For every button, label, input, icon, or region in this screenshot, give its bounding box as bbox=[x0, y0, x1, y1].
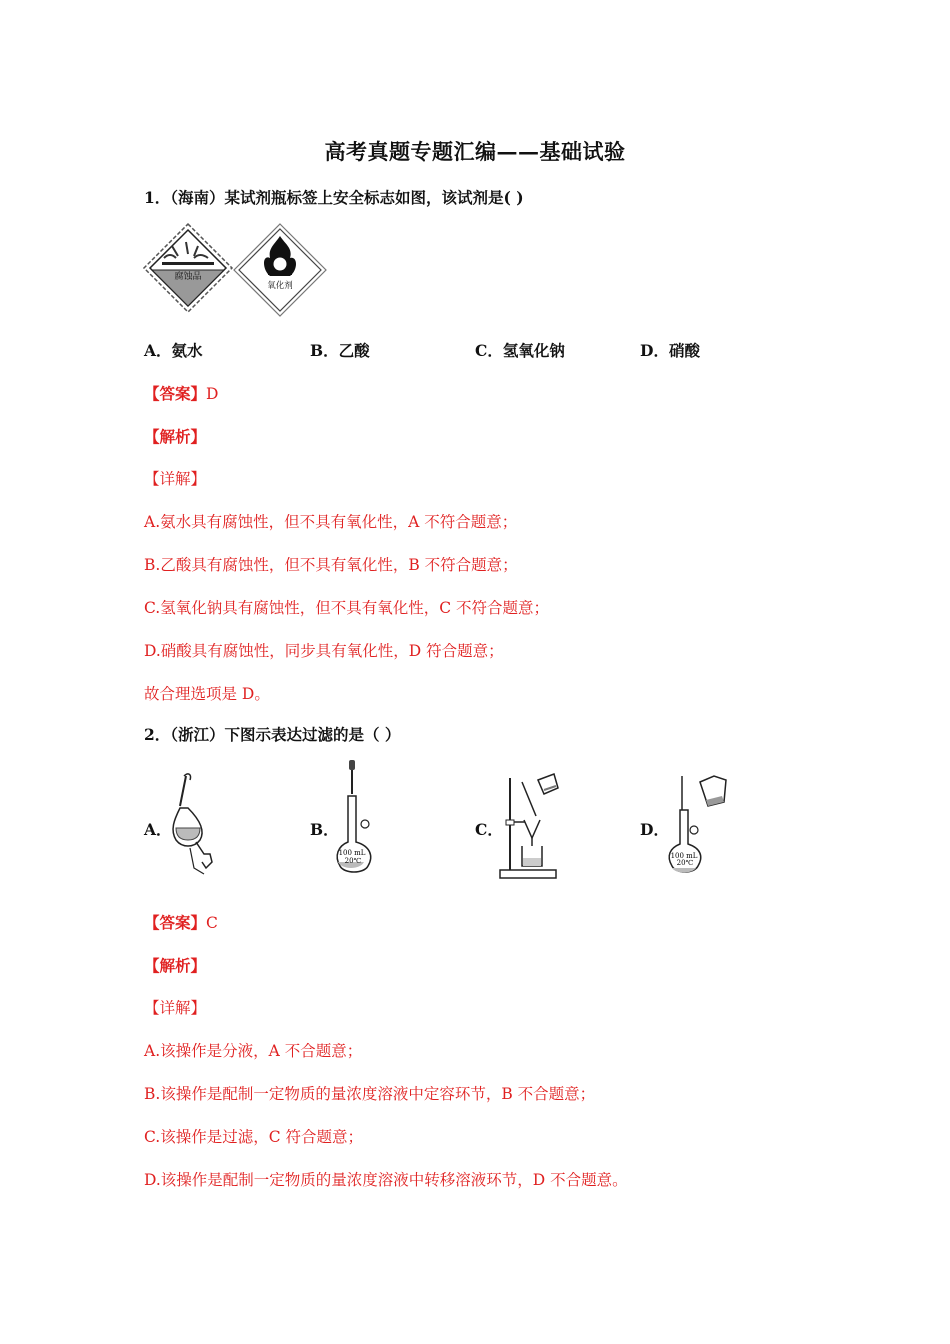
question-1-stem: 1．（海南）某试剂瓶标签上安全标志如图，该试剂是( ) bbox=[144, 188, 524, 207]
flask-temp-label: 20℃ bbox=[676, 859, 694, 867]
oxidizer-sign-label: 氧化剂 bbox=[267, 281, 293, 291]
detail-tag: 【详解】 bbox=[144, 470, 207, 488]
filtration-setup-illustration bbox=[498, 772, 562, 880]
flask-volume-label: 100 mL bbox=[338, 849, 366, 857]
analysis-tag: 【解析】 bbox=[144, 956, 207, 975]
flask-temp-label: 20℃ bbox=[344, 857, 362, 865]
corrosive-sign-icon bbox=[142, 222, 234, 314]
explanation-line: A.该操作是分液，A 不合题意； bbox=[144, 1042, 363, 1060]
option-b: B．乙酸 bbox=[310, 341, 370, 360]
answer-tag: 【答案】 bbox=[144, 913, 207, 932]
answer-line-2 bbox=[144, 911, 218, 933]
separatory-funnel-illustration bbox=[166, 770, 220, 878]
explanation-line: C.氢氧化钠具有腐蚀性，但不具有氧化性，C 不符合题意； bbox=[144, 599, 550, 617]
oxidizer-sign-icon bbox=[232, 222, 328, 318]
explanation-line: C.该操作是过滤，C 符合题意； bbox=[144, 1128, 364, 1146]
option-c: C．氢氧化钠 bbox=[475, 341, 565, 360]
page-title: 高考真题专题汇编——基础试验 bbox=[324, 139, 626, 164]
explanation-line: B.乙酸具有腐蚀性，但不具有氧化性，B 不符合题意； bbox=[144, 556, 518, 574]
option-b: B． bbox=[310, 820, 339, 839]
answer-tag: 【答案】 bbox=[144, 384, 207, 403]
answer-value: C bbox=[206, 914, 218, 932]
option-a: A．氨水 bbox=[144, 341, 203, 360]
volumetric-flask-dropper-illustration bbox=[332, 758, 382, 878]
explanation-line: A.氨水具有腐蚀性，但不具有氧化性，A 不符合题意； bbox=[144, 513, 518, 531]
detail-tag: 【详解】 bbox=[144, 999, 207, 1017]
question-2-stem: 2．（浙江）下图示表达过滤的是（ ） bbox=[144, 725, 401, 744]
option-c: C． bbox=[475, 820, 503, 839]
flask-transfer-illustration bbox=[664, 770, 732, 878]
option-d: D．硝酸 bbox=[640, 341, 700, 360]
answer-value: D bbox=[206, 385, 219, 403]
flask-volume-label: 100 mL bbox=[670, 852, 698, 860]
option-d: D． bbox=[640, 820, 669, 839]
explanation-line: D.该操作是配制一定物质的量浓度溶液中转移溶液环节，D 不合题意。 bbox=[144, 1171, 628, 1189]
explanation-line: B.该操作是配制一定物质的量浓度溶液中定容环节，B 不合题意； bbox=[144, 1085, 596, 1103]
explanation-line: D.硝酸具有腐蚀性，同步具有氧化性，D 符合题意； bbox=[144, 642, 504, 660]
corrosive-sign-label: 腐蚀品 bbox=[174, 272, 202, 282]
conclusion-line: 故合理选项是 D。 bbox=[144, 685, 270, 703]
analysis-tag: 【解析】 bbox=[144, 427, 207, 446]
answer-line-1 bbox=[144, 382, 218, 404]
option-a: A． bbox=[144, 820, 172, 839]
